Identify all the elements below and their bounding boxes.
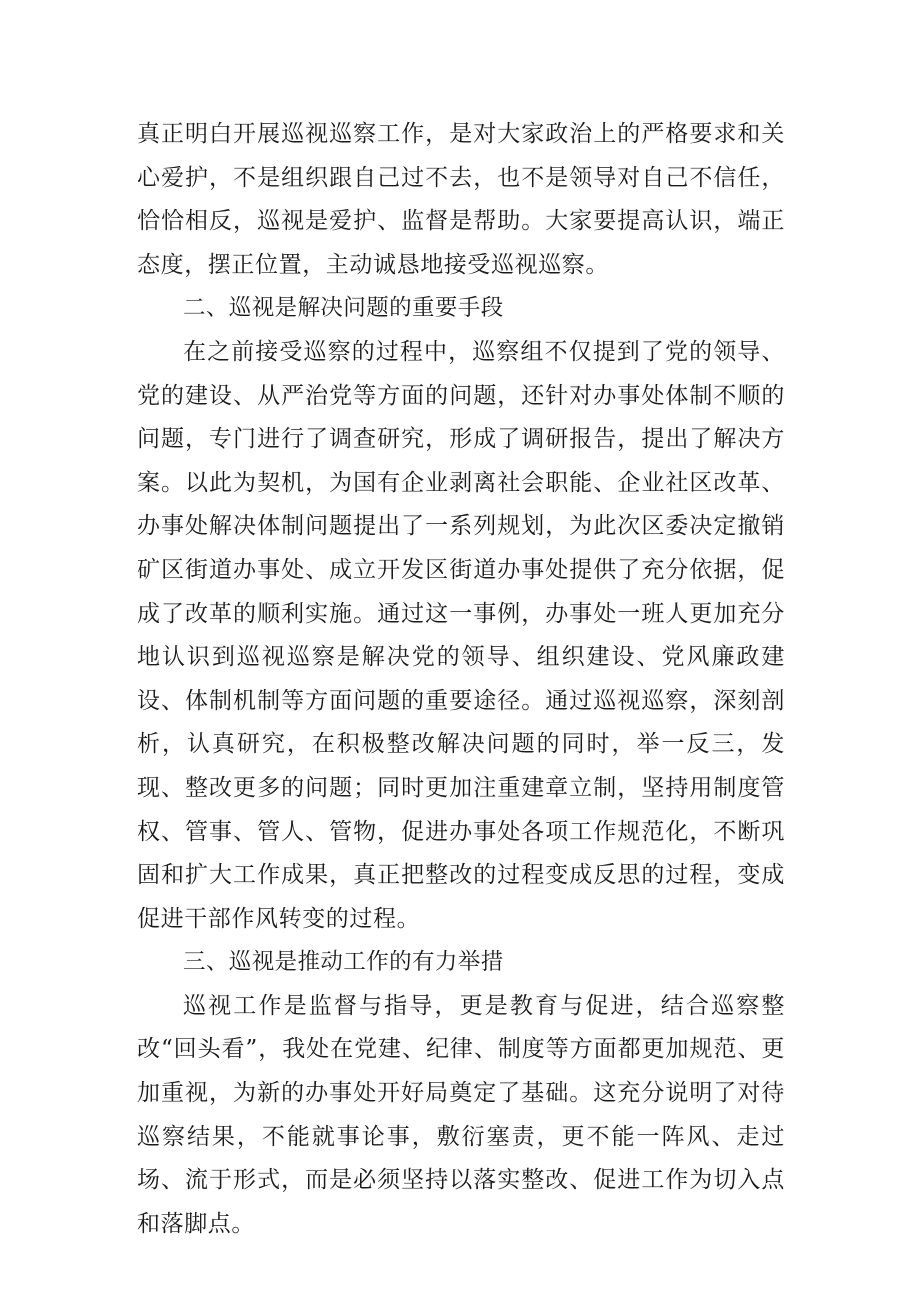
section-heading-3: 三、巡视是推动工作的有力举措 [183,949,504,976]
paragraph-continuation: 真正明白开展巡视巡察工作，是对大家政治上的严格要求和关心爱护，不是组织跟自己过不去，也不是领导对自己不信任，恰恰相反，巡视是爱护、监督是帮助。大家要提高认识，端正态度，摆正位置，主动诚恳地接受巡视巡察。 [137,121,785,278]
paragraph-section-2: 在之前接受巡察的过程中，巡察组不仅提到了党的领导、党的建设、从严治党等方面的问题，还针对办事处体制不顺的问题，专门进行了调查研究，形成了调研报告，提出了解决方案。以此为契机，为国有企业剥离社会职能、企业社区改革、办事处解决体制问题提出了一系列规划，为此次区委决定撤销矿区街道办事处、成立开发区街道办事处提供了充分依据，促成了改革的顺利实施。通过这一事例，办事处一班人更加充分地认识到巡视巡察是解决党的领导、组织建设、党风廉政建设、体制机制等方面问题的重要途径。通过巡视巡察，深刻剖析，认真研究，在积极整改解决问题的同时，举一反三，发现、整改更多的问题；同时更加注重建章立制，坚持用制度管权、管事、管人、管物，促进办事处各项工作规范化，不断巩固和扩大工作成果，真正把整改的过程变成反思的过程，变成促进干部作风转变的过程。 [137,338,785,932]
document-body [137,113,785,1246]
section-heading-2: 二、巡视是解决问题的重要手段 [183,295,504,322]
paragraph-section-3: 巡视工作是监督与指导，更是教育与促进，结合巡察整改“回头看”，我处在党建、纪律、制度等方面都更加规范、更加重视，为新的办事处开好局奠定了基础。这充分说明了对待巡察结果，不能就事论事，敷衍塞责，更不能一阵风、走过场、流于形式，而是必须坚持以落实整改、促进工作为切入点和落脚点。 [137,992,785,1237]
